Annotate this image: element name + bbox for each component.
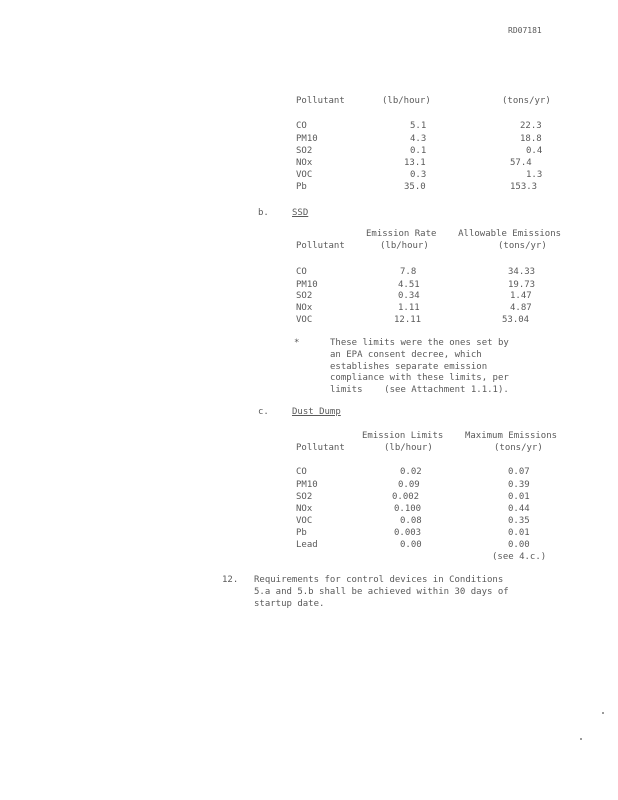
cell: 13.1 bbox=[404, 158, 426, 168]
cell: Pb bbox=[296, 182, 307, 192]
cell: 0.07 bbox=[508, 467, 530, 477]
section-b-note-line: establishes separate emission bbox=[330, 362, 488, 372]
cell: 0.44 bbox=[508, 504, 530, 514]
cell: 153.3 bbox=[510, 182, 538, 192]
cell: 0.003 bbox=[394, 528, 422, 538]
page-id: RD07181 bbox=[508, 26, 542, 35]
section-b-marker: b. bbox=[258, 208, 269, 218]
scan-speck bbox=[580, 738, 582, 740]
cell: NOx bbox=[296, 158, 313, 168]
cell: PM10 bbox=[296, 480, 318, 490]
item-12-line: startup date. bbox=[254, 599, 325, 609]
cell: 0.002 bbox=[392, 492, 420, 502]
cell: SO2 bbox=[296, 146, 313, 156]
cell: 1.47 bbox=[510, 291, 532, 301]
cell: 4.87 bbox=[510, 303, 532, 313]
cell: VOC bbox=[296, 170, 313, 180]
item-12-line: 5.a and 5.b shall be achieved within 30 days of bbox=[254, 587, 509, 597]
cell: 0.100 bbox=[394, 504, 422, 514]
cell: CO bbox=[296, 467, 307, 477]
cell: 0.34 bbox=[398, 291, 420, 301]
cell: 0.1 bbox=[410, 146, 427, 156]
section-b-header-group: Emission Rate Allowable Emissions bbox=[366, 229, 562, 239]
header-pollutant: Pollutant bbox=[296, 241, 345, 251]
cell: 0.00 bbox=[508, 540, 530, 550]
cell: 19.73 bbox=[508, 280, 536, 290]
cell: 0.08 bbox=[400, 516, 422, 526]
section-c-header-group: Emission Limits Maximum Emissions bbox=[362, 431, 558, 441]
header-tons-yr: (tons/yr) bbox=[502, 96, 551, 106]
cell: 0.09 bbox=[398, 480, 420, 490]
section-b-title: SSD bbox=[292, 208, 309, 218]
cell: 0.00 bbox=[400, 540, 422, 550]
header-tons-yr: (tons/yr) bbox=[494, 443, 543, 453]
section-b-note-line: an EPA consent decree, which bbox=[330, 350, 482, 360]
section-c-marker: c. bbox=[258, 407, 269, 417]
header-pollutant: Pollutant bbox=[296, 443, 345, 453]
cell: 12.11 bbox=[394, 315, 422, 325]
header-tons-yr: (tons/yr) bbox=[498, 241, 547, 251]
cell: 34.33 bbox=[508, 267, 536, 277]
cell: VOC bbox=[296, 516, 313, 526]
cell: 53.04 bbox=[502, 315, 530, 325]
cell: 0.4 bbox=[526, 146, 543, 156]
cell: NOx bbox=[296, 303, 313, 313]
section-c-footnote: (see 4.c.) bbox=[492, 552, 547, 562]
header-lb-hour: (lb/hour) bbox=[382, 96, 431, 106]
cell: VOC bbox=[296, 315, 313, 325]
cell: NOx bbox=[296, 504, 313, 514]
cell: 4.51 bbox=[398, 280, 420, 290]
item-12-marker: 12. bbox=[222, 575, 239, 585]
cell: 5.1 bbox=[410, 121, 427, 131]
cell: 35.0 bbox=[404, 182, 426, 192]
item-12-line: Requirements for control devices in Conditions bbox=[254, 575, 504, 585]
cell: CO bbox=[296, 121, 307, 131]
cell: 1.3 bbox=[526, 170, 543, 180]
cell: 0.35 bbox=[508, 516, 530, 526]
cell: 1.11 bbox=[398, 303, 420, 313]
section-c-title: Dust Dump bbox=[292, 407, 341, 417]
cell: 0.3 bbox=[410, 170, 427, 180]
cell: Pb bbox=[296, 528, 307, 538]
section-b-note-marker: * bbox=[294, 338, 300, 348]
header-lb-hour: (lb/hour) bbox=[384, 443, 433, 453]
cell: 57.4 bbox=[510, 158, 532, 168]
section-b-note-line: limits (see Attachment 1.1.1). bbox=[330, 385, 509, 395]
cell: SO2 bbox=[296, 291, 313, 301]
section-b-note-line: compliance with these limits, per bbox=[330, 373, 509, 383]
header-lb-hour: (lb/hour) bbox=[380, 241, 429, 251]
cell: PM10 bbox=[296, 280, 318, 290]
cell: 0.02 bbox=[400, 467, 422, 477]
cell: 0.01 bbox=[508, 528, 530, 538]
cell: 22.3 bbox=[520, 121, 542, 131]
scan-speck bbox=[602, 712, 604, 714]
cell: 0.39 bbox=[508, 480, 530, 490]
cell: 7.8 bbox=[400, 267, 417, 277]
cell: 0.01 bbox=[508, 492, 530, 502]
section-b-note-line: These limits were the ones set by bbox=[330, 338, 509, 348]
cell: 4.3 bbox=[410, 134, 427, 144]
header-pollutant: Pollutant bbox=[296, 96, 345, 106]
cell: 18.8 bbox=[520, 134, 542, 144]
cell: CO bbox=[296, 267, 307, 277]
cell: PM10 bbox=[296, 134, 318, 144]
cell: SO2 bbox=[296, 492, 313, 502]
cell: Lead bbox=[296, 540, 318, 550]
